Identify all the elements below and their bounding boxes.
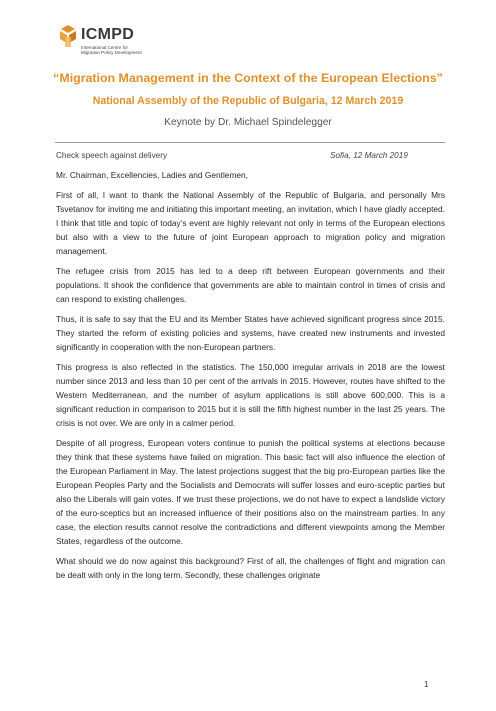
- speech-body: [56, 168, 445, 588]
- speech-venue: National Assembly of the Republic of Bulgaria, 12 March 2019: [92, 95, 404, 107]
- paragraph: What should we do now against this background? First of all, the challenges of flight and migration can be dealt with only in the long term. Secondly, these challenges originate: [56, 555, 445, 580]
- speaker-line: Keynote by Dr. Michael Spindelegger: [164, 117, 332, 128]
- icmpd-logo: [57, 25, 167, 59]
- paragraph: Thus, it is safe to say that the EU and its Member States have achieved significant progress since 2015. They started the reform of existing policies and systems, have created new instruments and invested significantly in cooperation with the non-European partners.: [56, 313, 445, 352]
- logo-subtitle-line-1: International Centre for: [81, 45, 128, 50]
- paragraph: The refugee crisis from 2015 has led to a deep rift between European governments and their populations. It shook the confidence that governments are able to maintain control in times of crisis and can respond to existing challenges.: [56, 265, 445, 304]
- salutation: Mr. Chairman, Excellencies, Ladies and Gentlemen,: [56, 170, 248, 180]
- logo-wordmark: ICMPD: [81, 26, 135, 43]
- delivery-note: Check speech against delivery: [56, 151, 168, 160]
- page-number: 1: [424, 680, 429, 689]
- header-divider: [55, 142, 445, 143]
- paragraph: Despite of all progress, European voters continue to punish the political systems at elections because they think that these systems have failed on migration. This basic fact will also influence the election of the European Parliament in May. The latest projections suggest that the big pro-European parties like the European Peoples Party and the Socialists and Democrats will suffer losses and euro-sceptic parties but also the Liberals will gain votes. If we trust these projections, we do not have to expect a landslide victory of the euro-sceptics but an increased influence of their positions also on the mainstream parties. In any case, the election results cannot resolve the contradictions and different viewpoints among the Member States, regardless of the outcome.: [56, 437, 445, 547]
- icmpd-logo-mark-icon: [57, 25, 79, 47]
- place-date: Sofia, 12 March 2019: [330, 151, 408, 160]
- speech-title: “Migration Management in the Context of the European Elections”: [53, 71, 443, 85]
- logo-subtitle: [81, 45, 161, 56]
- paragraph: This progress is also reflected in the statistics. The 150,000 irregular arrivals in 2018 are the lowest number since 2013 and less than 10 per cent of the arrivals in 2015. However, routes have shifted to the Western Mediterranean, and the number of asylum applications is still above 600,000. This is a significant reduction in comparison to 2015 but it is still the fifth highest number in the last 25 years. The crisis is not over. We are only in a calmer period.: [56, 361, 445, 428]
- logo-subtitle-line-2: Migration Policy Development: [81, 50, 142, 56]
- paragraph: First of all, I want to thank the National Assembly of the Republic of Bulgaria, and personally Mrs Tsvetanov for inviting me and initiating this important meeting, an invitation, which I have gladly accepted. I think that title and topic of today’s event are highly relevant not only in terms of the European elections but also with a view to the future of joint European approach to migration policy and migration management.: [56, 189, 445, 257]
